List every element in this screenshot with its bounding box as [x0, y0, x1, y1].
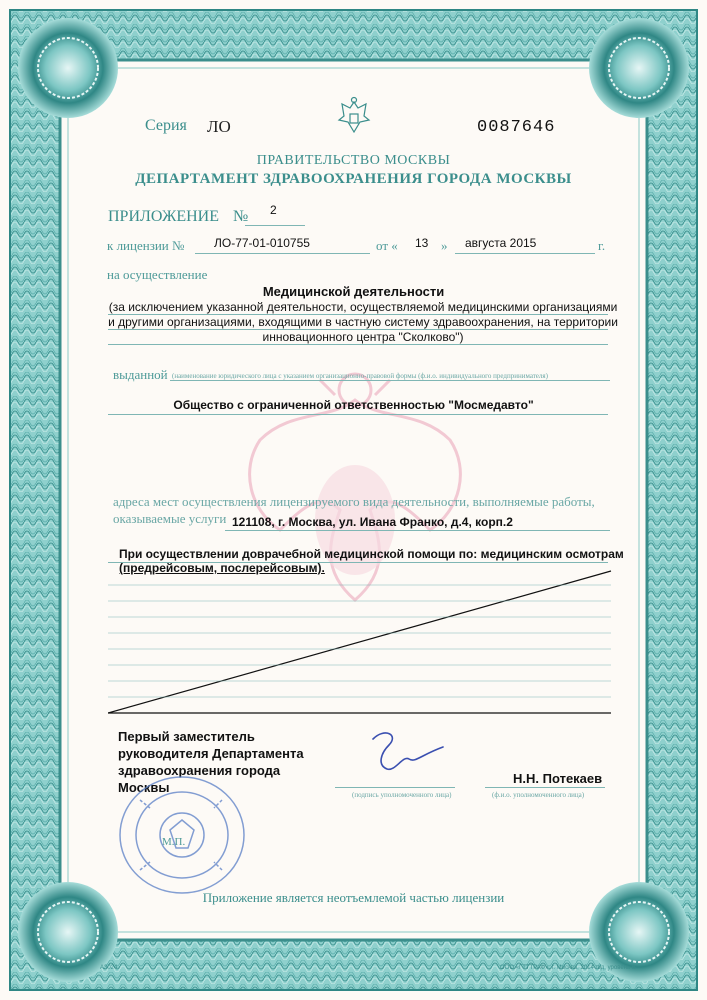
signature-icon [365, 725, 450, 780]
form-number: 0087646 [477, 118, 556, 137]
license-number: ЛО-77-01-010755 [214, 236, 310, 250]
license-year-suffix: г. [598, 238, 606, 253]
signatory-name: Н.Н. Потекаев [513, 771, 603, 786]
signatory-title-line4: Москвы [118, 780, 170, 795]
address-value: 121108, г. Москва, ул. Ивана Франко, д.4, корп.2 [232, 515, 513, 529]
license-from: от « [376, 238, 398, 253]
activity-line-2 [108, 329, 608, 330]
series-label: Серия [145, 117, 187, 134]
signatory-title-line3: здравоохранения города [118, 763, 281, 778]
round-stamp-icon [110, 770, 260, 900]
activity-label: на осуществление [107, 267, 208, 282]
footer-code: А3024 [100, 965, 118, 971]
appendix-number-line [245, 225, 305, 226]
activity-line-3 [108, 344, 608, 345]
issued-org-line [108, 414, 608, 415]
signatory-title-line1: Первый заместитель [118, 729, 255, 744]
license-date-line [455, 253, 595, 254]
footer-note: Приложение является неотъемлемой частью лицензии [202, 890, 505, 905]
appendix-word: ПРИЛОЖЕНИЕ [108, 208, 220, 225]
license-date-close: » [441, 238, 448, 253]
issued-organization: Общество с ограниченной ответственностью "Мосмедавто" [173, 398, 534, 412]
name-caption: (ф.и.о. уполномоченного лица) [492, 791, 585, 799]
services-line-1: При осуществлении доврачебной медицинской помощи по: медицинским осмотрам [119, 547, 624, 561]
series-value: ЛО [207, 117, 231, 136]
appendix-number: 2 [270, 203, 277, 217]
issued-line [170, 380, 610, 381]
issued-hint: (наименование юридического лица с указанием организационно-правовой формы (ф.и.о. индивидуального предпринимателя) [172, 372, 548, 380]
issued-label: выданной [113, 367, 168, 382]
name-line [485, 787, 605, 788]
activity-line-1 [108, 314, 608, 315]
address-label-line1: адреса мест осуществления лицензируемого вида деятельности, выполняемые работы, [113, 494, 595, 509]
department-title: ДЕПАРТАМЕНТ ЗДРАВООХРАНЕНИЯ ГОРОДА МОСКВЫ [135, 171, 572, 187]
license-line [195, 253, 370, 254]
signatory-title-line2: руководителя Департамента [118, 746, 304, 761]
crossout-diagonal [108, 565, 613, 715]
signature-caption: (подпись уполномоченного лица) [352, 791, 452, 799]
government-title: ПРАВИТЕЛЬСТВО МОСКВЫ [256, 153, 451, 168]
footer-printer: ООО «ГТТТРАФ», г. Москва, 2014 год, уровень В [500, 965, 636, 971]
license-label: к лицензии № [107, 238, 185, 253]
signature-line [335, 787, 455, 788]
appendix-number-sign: № [233, 208, 249, 225]
stamp-label: М.П. [162, 836, 186, 848]
appendix-label [108, 208, 248, 226]
license-month-year: августа 2015 [465, 236, 537, 250]
services-line-2: (предрейсовым, послерейсовым). [119, 561, 325, 575]
coat-of-arms-icon [336, 96, 372, 136]
activity-title: Медицинской деятельности [262, 284, 445, 299]
address-line [225, 530, 610, 531]
license-day: 13 [415, 236, 429, 250]
activity-details: (за исключением указанной деятельности, осуществляемой медицинскими организациями и другими организациями, входящими в частную систему здравоохранения, на территории инновационного центра "Сколково") [108, 300, 618, 344]
address-label-line2: оказываемые услуги [113, 511, 227, 526]
